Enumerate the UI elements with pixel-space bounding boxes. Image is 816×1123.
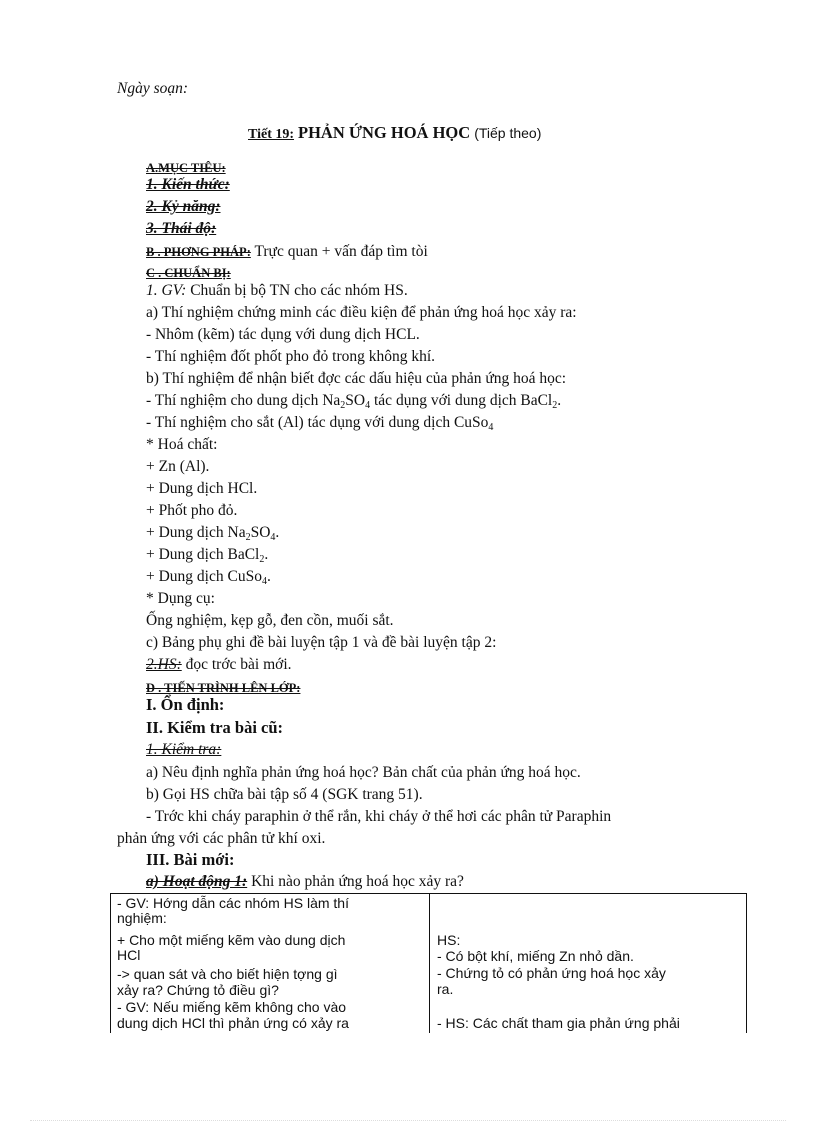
hs-label: 2.HS: [146,656,182,673]
section-muc-tieu: A.MỤC TIÊU: [146,161,226,175]
student-column [431,894,746,1033]
hs-text: đọc trớc bài mới. [185,656,292,673]
subscript: 4 [365,400,371,411]
section-chuan-bi: C . CHUẨN BỊ: [146,266,231,280]
question-cont: phản ứng với các phân tử khí oxi. [117,830,326,847]
table-cell-line: - GV: Hớng dẫn các nhóm HS làm thí [117,895,349,911]
phuong-phap-label: B . PHƠNG PHÁP: [146,245,251,259]
text-line: Ống nghiệm, kẹp gỗ, đen cồn, muối sắt. [146,612,394,629]
text-line [146,414,493,432]
table-cell-line: ra. [437,981,454,997]
table-cell-line: HCl [117,947,141,963]
hoat-dong-1 [146,873,464,891]
question: a) Nêu định nghĩa phản ứng hoá học? Bản chất của phản ứng hoá học. [146,764,581,781]
bai-moi-heading: III. Bài mới: [146,850,235,869]
text-line [146,568,271,586]
text-line [146,392,561,410]
tiet-label: Tiết 19: [248,127,295,142]
kiem-tra-sub: 1. Kiểm tra: [146,741,222,758]
text-line: a) Thí nghiệm chứng minh các điều kiện để phản ứng hoá học xảy ra: [146,304,577,321]
teacher-column [111,894,430,1033]
text-line: b) Thí nghiệm để nhận biết đợc các dấu hiệu của phản ứng hoá học: [146,370,567,387]
subscript: 4 [261,576,267,587]
section-phuong-phap [146,243,428,261]
subscript: 2 [552,400,558,411]
title-main: PHẢN ỨNG HOÁ HỌC [298,123,471,142]
table-cell-line: -> quan sát và cho biết hiện tợng gì [117,966,338,982]
gv-text: Chuẩn bị bộ TN cho các nhóm HS. [190,282,408,299]
activity-table [110,893,747,1033]
hd1-text: Khi nào phản ứng hoá học xảy ra? [251,873,464,890]
subscript: 2 [340,400,346,411]
text-line: - Thí nghiệm đốt phốt pho đỏ trong không khí. [146,348,436,365]
text-part: . [264,546,269,563]
text-part: + Dung dịch BaCl [146,546,260,563]
section-kien-thuc: 1. Kiến thức: [146,176,230,193]
text-line: + Dung dịch HCl. [146,480,258,497]
text-part: - Thí nghiệm cho dung dịch Na [146,392,341,409]
text-line: - Nhôm (kẽm) tác dụng với dung dịch HCL. [146,326,420,343]
text-part: + Dung dịch Na [146,524,246,541]
question: b) Gọi HS chữa bài tập số 4 (SGK trang 51). [146,786,423,803]
page-bottom-divider [30,1120,786,1121]
gv-label: 1. GV: [146,282,187,299]
text-line: * Hoá chất: [146,436,218,453]
hs-line [146,656,292,674]
phuong-phap-text: Trực quan + vấn đáp tìm tòi [254,243,428,260]
table-cell-line: - HS: Các chất tham gia phản ứng phải [437,1015,680,1031]
table-cell-line: xảy ra? Chứng tỏ điều gì? [117,982,279,998]
table-cell-line: HS: [437,932,461,948]
text-line [146,524,279,542]
text-part: SO [345,392,366,409]
text-part: - Thí nghiệm cho sắt (Al) tác dụng với dung dịch CuSo [146,414,489,431]
text-line: c) Bảng phụ ghi đề bài luyện tập 1 và đề bài luyện tập 2: [146,634,497,651]
text-part: + Dung dịch CuSo [146,568,262,585]
hd1-label: a) Hoạt động 1: [146,873,248,890]
section-tien-trinh: D . TIẾN TRÌNH LÊN LỚP: [146,681,301,695]
on-dinh-heading: I. Ổn định: [146,695,225,714]
table-cell-line: - GV: Nếu miếng kẽm không cho vào [117,999,347,1015]
text-part: . [275,524,280,541]
table-cell-line: - Chứng tỏ có phản ứng hoá học xảy [437,965,666,981]
text-line: * Dụng cụ: [146,590,215,607]
table-cell-line: + Cho một miếng kẽm vào dung dịch [117,932,346,948]
gv-line [146,282,408,300]
title-cont: (Tiếp theo) [474,125,542,141]
text-line: + Phốt pho đỏ. [146,502,238,519]
table-cell-line: nghiệm: [117,910,167,926]
text-line [146,546,268,564]
text-part: . [557,392,562,409]
lesson-title [248,124,541,144]
section-ky-nang: 2. Kỷ năng: [146,198,221,215]
table-cell-line: dung dịch HCl thì phản ứng có xảy ra [117,1015,349,1031]
text-part: tác dụng với dung dịch BaCl [370,392,553,409]
text-line: + Zn (Al). [146,458,210,475]
subscript: 2 [259,554,265,565]
question: - Trớc khi cháy paraphin ở thể rắn, khi cháy ở thể hơi các phân tử Paraphin [146,808,612,825]
text-part: SO [250,524,271,541]
subscript: 4 [270,532,276,543]
kiem-tra-heading: II. Kiểm tra bài cũ: [146,718,284,737]
subscript: 2 [245,532,251,543]
table-cell-line: - Có bột khí, miếng Zn nhỏ dần. [437,948,634,964]
ngay-soan: Ngày soạn: [117,80,189,97]
subscript: 4 [488,422,494,433]
text-part: . [266,568,271,585]
section-thai-do: 3. Thái độ: [146,220,217,237]
